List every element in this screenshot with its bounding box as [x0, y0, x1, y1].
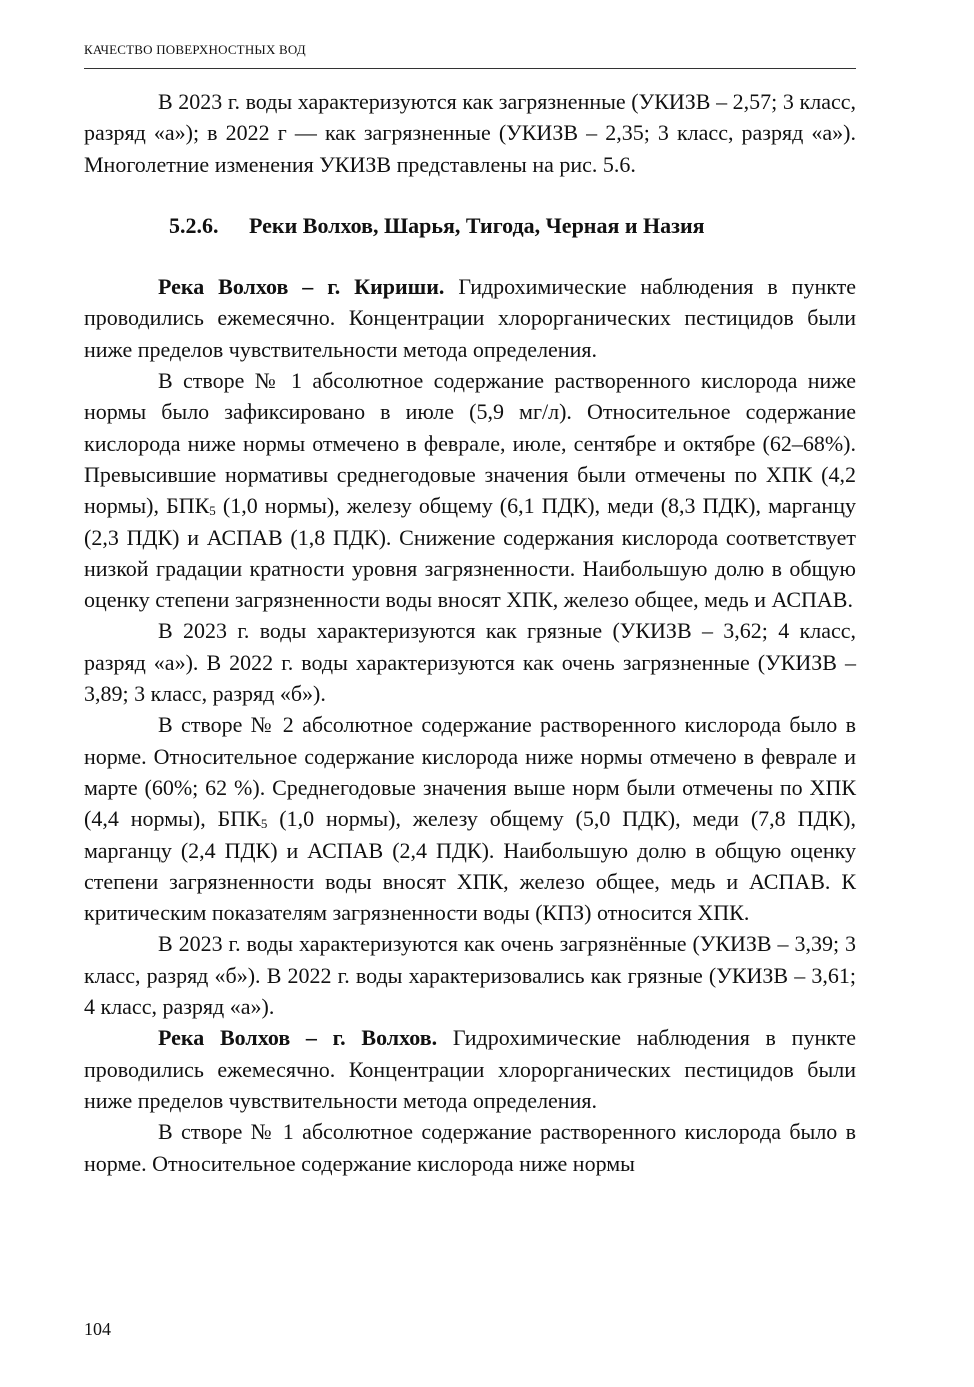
kirishi-intro-paragraph — [84, 271, 856, 365]
intro-paragraph: В 2023 г. воды характеризуются как загрязненные (УКИЗВ – 2,57; 3 класс, разряд «а»); в 2022 г — как загрязненные (УКИЗВ – 2,35; 3 класс, разряд «а»). Многолетние изменения УКИЗВ представлены на рис. 5.6. — [84, 89, 856, 177]
kirishi-site1-paragraph — [84, 365, 856, 615]
kirishi-site1-subscript: 5 — [209, 503, 216, 519]
volkhov-runin-heading: Река Волхов – г. Волхов. — [158, 1025, 438, 1051]
volkhov-intro-paragraph — [84, 1022, 856, 1116]
kirishi-site2-text-a: В створе № 2 абсолютное содержание растворенного кислорода было в норме. Относительное содержание кислорода ниже нормы отмечено в феврале и марте (60%; 62 %). Среднегодовые значения выше норм были отмечены по ХПК (4,4 нормы), БПК — [84, 712, 856, 832]
volkhov-intro-text: Гидрохимические наблюдения в пункте проводились ежемесячно. Концентрации хлорорганических пестицидов были ниже пределов чувствительности метода определения. — [84, 1025, 856, 1113]
kirishi-site1-text-b: (1,0 нормы), железу общему (6,1 ПДК), меди (8,3 ПДК), марганцу (2,3 ПДК) и АСПАВ (1,8 ПДК). Снижение содержания кислорода соответствует низкой градации кратности уровня загрязненности. Наибольшую долю в общую оценку степени загрязненности воды вносят ХПК, железо общее, медь и АСПАВ. — [84, 493, 856, 613]
page-body — [84, 86, 856, 1179]
kirishi-site2-subscript: 5 — [260, 816, 268, 832]
kirishi-runin-heading: Река Волхов – г. Кириши. — [158, 274, 445, 300]
section-number: 5.2.6. — [169, 212, 219, 238]
kirishi-intro-text: Гидрохимические наблюдения в пункте проводились ежемесячно. Концентрации хлорорганических пестицидов были ниже пределов чувствительности метода определения. — [84, 274, 857, 362]
volkhov-site1-paragraph: В створе № 1 абсолютное содержание растворенного кислорода было в норме. Относительное содержание кислорода ниже нормы — [84, 1119, 856, 1176]
kirishi-site1-text-a: В створе № 1 абсолютное содержание растворенного кислорода ниже нормы было зафиксировано в июле (5,9 мг/л). Относительное содержание кислорода ниже нормы отмечено в феврале, июле, сентябре и октябре (62–68%). Превысившие нормативы среднегодовые значения были отмечены по ХПК (4,2 нормы), БПК — [84, 368, 856, 519]
kirishi-site2-paragraph — [84, 709, 856, 928]
kirishi-site2-class-paragraph: В 2023 г. воды характеризуются как очень загрязнённые (УКИЗВ – 3,39; 3 класс, разряд «б»). В 2022 г. воды характеризовались как грязные (УКИЗВ – 3,61; 4 класс, разряд «а»). — [84, 931, 856, 1020]
section-heading — [84, 210, 856, 241]
running-header: КАЧЕСТВО ПОВЕРХНОСТНЫХ ВОД — [84, 40, 856, 69]
kirishi-site1-class-paragraph: В 2023 г. воды характеризуются как грязные (УКИЗВ – 3,62; 4 класс, разряд «а»). В 2022 г. воды характеризуются как очень загрязненные (УКИЗВ – 3,89; 3 класс, разряд «б»). — [84, 618, 856, 707]
kirishi-site2-text-b: (1,0 нормы), железу общему (5,0 ПДК), меди (7,8 ПДК), марганцу (2,4 ПДК) и АСПАВ (2,4 ПДК). Наибольшую долю в общую оценку степени загрязненности воды вносят ХПК, железо общее, медь и АСПАВ. К критическим показателям загрязненности воды (КПЗ) относится ХПК. — [84, 806, 856, 926]
section-title: Реки Волхов, Шарья, Тигода, Черная и Назия — [249, 212, 705, 238]
page-number: 104 — [84, 1319, 111, 1339]
